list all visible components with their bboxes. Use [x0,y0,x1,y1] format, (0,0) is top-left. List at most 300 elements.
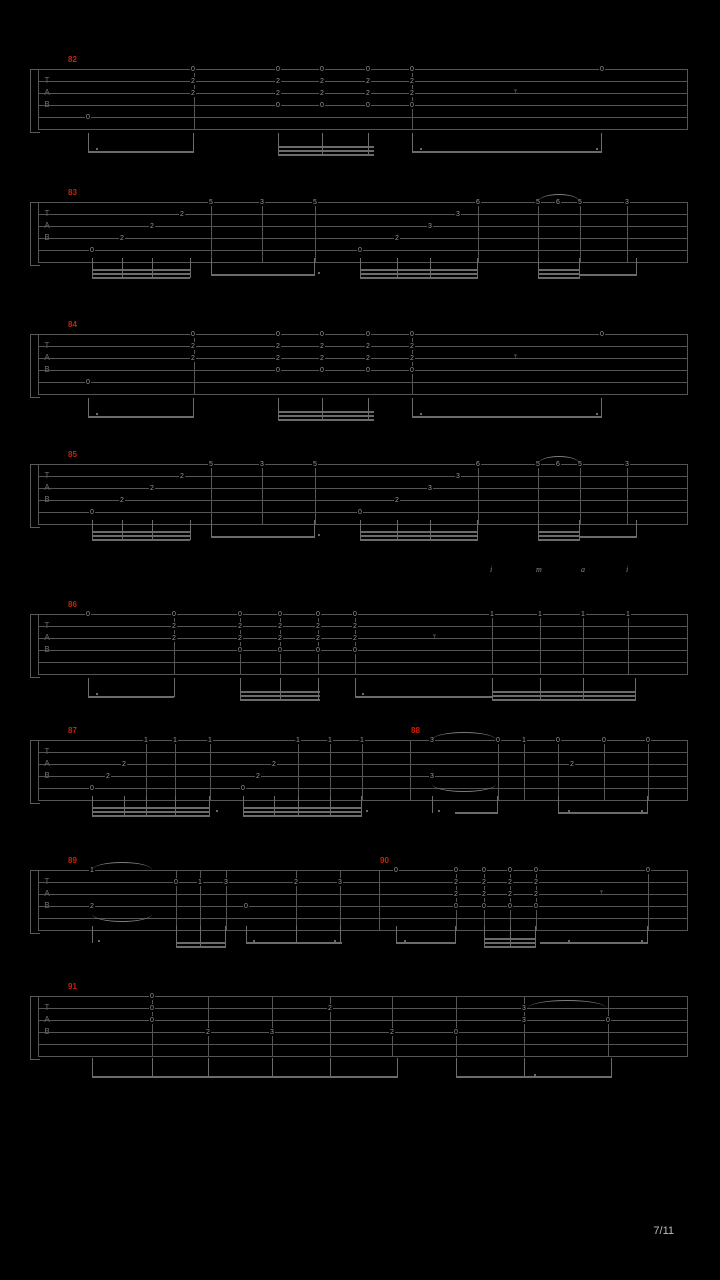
staff-line [38,69,688,70]
staff-line [38,996,688,997]
fret-number: 1 [360,737,364,744]
stem [278,133,279,155]
stem [314,520,315,537]
tab-staff [38,334,688,382]
beam [278,146,374,148]
staff-line [38,882,688,883]
staff-line [38,105,688,106]
fret-number: 0 [172,611,176,618]
beam [412,416,602,418]
fret-number: 2 [534,891,538,898]
stem [430,520,431,540]
beam [558,812,648,814]
stem [635,678,636,700]
duration-dot [438,810,440,812]
stem [152,1058,153,1077]
fret-number: 2 [276,78,280,85]
fret-number: 2 [122,761,126,768]
beam [92,277,190,279]
fret-number: 0 [366,367,370,374]
fret-number: 2 [172,623,176,630]
beam [360,539,478,541]
barline [211,202,212,263]
stem [477,258,478,278]
beam [92,807,210,809]
fingering-mark: a [581,565,585,574]
fret-number: 3 [625,199,629,206]
staff-line [38,752,688,753]
barline [211,464,212,525]
fret-number: 2 [366,355,370,362]
stem [298,796,299,816]
stem [246,926,247,943]
staff-line [38,764,688,765]
fret-number: 2 [278,635,282,642]
beam [538,277,580,279]
beam [538,539,580,541]
fret-number: 1 [522,737,526,744]
fingering-mark: m [536,565,542,574]
fret-number: 3 [428,485,432,492]
tab-staff [38,740,688,788]
barline [38,740,39,801]
fret-number: 1 [328,737,332,744]
fret-number: 0 [320,367,324,374]
beam [492,699,636,701]
stem [190,258,191,278]
measure-number: 83 [68,188,77,197]
duration-dot [216,810,218,812]
beam [278,411,374,413]
barline [38,464,39,525]
fret-number: 2 [191,90,195,97]
fret-number: 0 [358,509,362,516]
beam [92,811,210,813]
measure-number: 91 [68,982,77,991]
fret-number: 0 [366,66,370,73]
duration-dot [641,940,643,942]
fret-number: 0 [150,1017,154,1024]
stem [497,796,498,813]
barline [627,202,628,263]
beam [360,535,478,537]
fret-number: 2 [276,343,280,350]
fingering-mark: i [490,565,493,574]
fret-number: 2 [316,635,320,642]
beam [412,151,602,153]
barline [580,202,581,263]
duration-dot [96,693,98,695]
stem [492,678,493,700]
beam [88,416,194,418]
barline [38,69,39,130]
staff-line [38,129,688,130]
barline [456,996,457,1057]
stem [601,398,602,417]
fret-number: 0 [276,66,280,73]
stem [524,1058,525,1077]
staff-line [38,262,688,263]
slur [92,914,152,922]
barline [687,69,688,130]
barline [146,740,147,801]
measure-number: 86 [68,600,77,609]
fret-number: 3 [456,473,460,480]
fret-number: 2 [191,343,195,350]
beam [92,539,190,541]
barline [315,464,316,525]
fret-number: 2 [276,355,280,362]
staff-line [38,674,688,675]
stem [456,1058,457,1077]
fret-number: 0 [191,66,195,73]
fret-number: 2 [294,879,298,886]
fret-number: 0 [454,867,458,874]
staff-line [38,512,688,513]
staff-line [38,788,688,789]
fret-number: 0 [646,737,650,744]
beam [211,274,315,276]
fret-number: 0 [86,379,90,386]
fret-number: 0 [600,331,604,338]
fret-number: 5 [578,199,582,206]
fret-number: 2 [390,1029,394,1036]
stem [579,258,580,278]
duration-dot [366,810,368,812]
fret-number: 2 [238,623,242,630]
fret-number: 1 [90,867,94,874]
measure-number: 88 [411,726,420,735]
fret-number: 0 [358,247,362,254]
fret-number: 0 [238,647,242,654]
fret-number: 1 [490,611,494,618]
stem [318,678,319,700]
fret-number: 0 [86,611,90,618]
fret-number: 2 [206,1029,210,1036]
duration-dot [362,693,364,695]
stem [92,520,93,540]
stem [397,1058,398,1077]
fret-number: 0 [174,879,178,886]
fret-number: 2 [316,623,320,630]
staff-line [38,476,688,477]
barline [687,740,688,801]
fret-number: 5 [209,199,213,206]
staff-line [38,638,688,639]
stem [412,398,413,417]
staff-line [38,614,688,615]
beam [360,273,478,275]
barline [604,740,605,801]
barline [524,740,525,801]
slur [432,732,496,740]
fret-number: 0 [410,367,414,374]
duration-dot [96,413,98,415]
stem [240,678,241,700]
fret-number: 0 [90,509,94,516]
fret-number: 5 [313,199,317,206]
fret-number: 0 [410,102,414,109]
fret-number: 0 [244,903,248,910]
fret-number: 0 [600,66,604,73]
stem [368,133,369,155]
fret-number: 2 [106,773,110,780]
beam [396,942,456,944]
stem [455,926,456,943]
stem [368,398,369,420]
fret-number: 2 [90,903,94,910]
stem [88,133,89,152]
fret-number: 2 [366,78,370,85]
fret-number: 0 [606,1017,610,1024]
barline [538,464,539,525]
fret-number: 2 [482,891,486,898]
fret-number: 3 [338,879,342,886]
fret-number: 2 [410,355,414,362]
staff-line [38,488,688,489]
barline [175,740,176,801]
duration-dot [96,148,98,150]
duration-dot [641,810,643,812]
barline [38,202,39,263]
staff-line [38,370,688,371]
fret-number: 6 [476,461,480,468]
fret-number: 1 [538,611,542,618]
stem [152,258,153,278]
fret-number: 1 [198,879,202,886]
slur [92,862,152,870]
stem [146,796,147,816]
beam [88,696,174,698]
fret-number: 0 [482,867,486,874]
fret-number: 2 [508,891,512,898]
fret-number: 0 [191,331,195,338]
fret-number: 2 [570,761,574,768]
fret-number: 0 [150,1005,154,1012]
staff-line [38,800,688,801]
measure-number: 90 [380,856,389,865]
barline [538,202,539,263]
stem [430,258,431,278]
duration-dot [568,940,570,942]
duration-dot [253,940,255,942]
barline [648,870,649,931]
beam [455,812,498,814]
staff-line [38,226,688,227]
barline [580,464,581,525]
fret-number: 2 [320,90,324,97]
stem [322,398,323,420]
fret-number: 2 [120,235,124,242]
stem [540,678,541,700]
fret-number: 0 [454,903,458,910]
staff-line [38,1056,688,1057]
staff-line [38,776,688,777]
stem [274,796,275,816]
duration-dot [568,810,570,812]
fret-number: 2 [410,90,414,97]
beam [92,815,210,817]
duration-dot [596,148,598,150]
fret-number: 0 [150,993,154,1000]
tab-staff [38,614,688,662]
staff-line [38,93,688,94]
beam [92,273,190,275]
stem [314,258,315,275]
fret-number: 0 [534,867,538,874]
barline [687,614,688,675]
fret-number: 3 [522,1005,526,1012]
beam [278,150,374,152]
fret-number: 5 [536,461,540,468]
fret-number: 0 [90,247,94,254]
beam [243,815,362,817]
barline [38,334,39,395]
barline [272,996,273,1057]
barline [628,614,629,675]
fret-number: 3 [224,879,228,886]
staff-line [38,524,688,525]
stem [535,926,536,947]
fret-number: 2 [353,623,357,630]
stem [647,926,648,943]
fret-number: 0 [602,737,606,744]
duration-dot [318,534,320,536]
stem [340,926,341,943]
duration-dot [534,1074,536,1076]
fret-number: 2 [320,355,324,362]
staff-line [38,238,688,239]
fret-number: 2 [320,78,324,85]
fret-number: 2 [180,211,184,218]
stem [208,1058,209,1077]
fret-number: 5 [209,461,213,468]
staff-line [38,1020,688,1021]
fret-number: 2 [272,761,276,768]
fret-number: 0 [241,785,245,792]
tab-staff [38,202,688,250]
staff-line [38,334,688,335]
fret-number: 3 [522,1017,526,1024]
beam [92,535,190,537]
fret-number: 2 [454,879,458,886]
fret-number: 0 [278,611,282,618]
fret-number: 0 [353,611,357,618]
fret-number: 2 [366,343,370,350]
stem [397,520,398,540]
beam [580,536,637,538]
fret-number: 3 [260,199,264,206]
fret-number: 0 [556,737,560,744]
barline [478,202,479,263]
barline [687,334,688,395]
staff-line [38,906,688,907]
barline [558,740,559,801]
staff-line [38,500,688,501]
barline [208,996,209,1057]
beam [492,695,636,697]
fret-number: 0 [410,331,414,338]
fret-number: 2 [454,891,458,898]
stem [92,1058,93,1077]
staff-line [38,930,688,931]
beam [176,946,226,948]
barline [583,614,584,675]
staff-line [38,1008,688,1009]
fret-number: 1 [581,611,585,618]
slur [538,194,580,202]
stem [330,796,331,816]
staff-line [38,870,688,871]
stem [412,133,413,152]
staff-line [38,662,688,663]
staff-line [38,81,688,82]
stem [647,796,648,813]
beam [176,942,226,944]
stem [396,926,397,943]
barline [262,464,263,525]
fret-number: 2 [120,497,124,504]
stem [484,926,485,947]
fret-number: 0 [482,903,486,910]
beam [538,273,580,275]
stem [225,926,226,946]
beam [278,419,374,421]
beam [580,274,637,276]
fret-number: 6 [476,199,480,206]
beam [92,269,190,271]
eighth-rest: 𝄾 [514,351,517,363]
fret-number: 0 [278,647,282,654]
stem [361,796,362,816]
fret-number: 2 [320,343,324,350]
stem [193,398,194,417]
beam [360,277,478,279]
fret-number: 0 [320,102,324,109]
staff-line [38,117,688,118]
beam [538,535,580,537]
fret-number: 6 [556,461,560,468]
fret-number: 0 [276,102,280,109]
stem [360,520,361,540]
fingering-mark: i [626,565,629,574]
fret-number: 1 [626,611,630,618]
beam [278,415,374,417]
fret-number: 2 [353,635,357,642]
fret-number: 1 [296,737,300,744]
barline [410,740,411,801]
staff-line [38,202,688,203]
stem [176,926,177,946]
fret-number: 0 [508,903,512,910]
beam [538,531,580,533]
staff-line [38,250,688,251]
staff-line [38,346,688,347]
duration-dot [318,272,320,274]
stem [355,678,356,697]
fret-number: 0 [90,785,94,792]
fret-number: 0 [366,331,370,338]
beam [88,151,194,153]
beam [243,807,362,809]
fret-number: 3 [428,223,432,230]
stem [122,258,123,278]
duration-dot [420,413,422,415]
tab-staff [38,69,688,117]
staff-line [38,464,688,465]
barline [498,740,499,801]
beam [211,536,315,538]
